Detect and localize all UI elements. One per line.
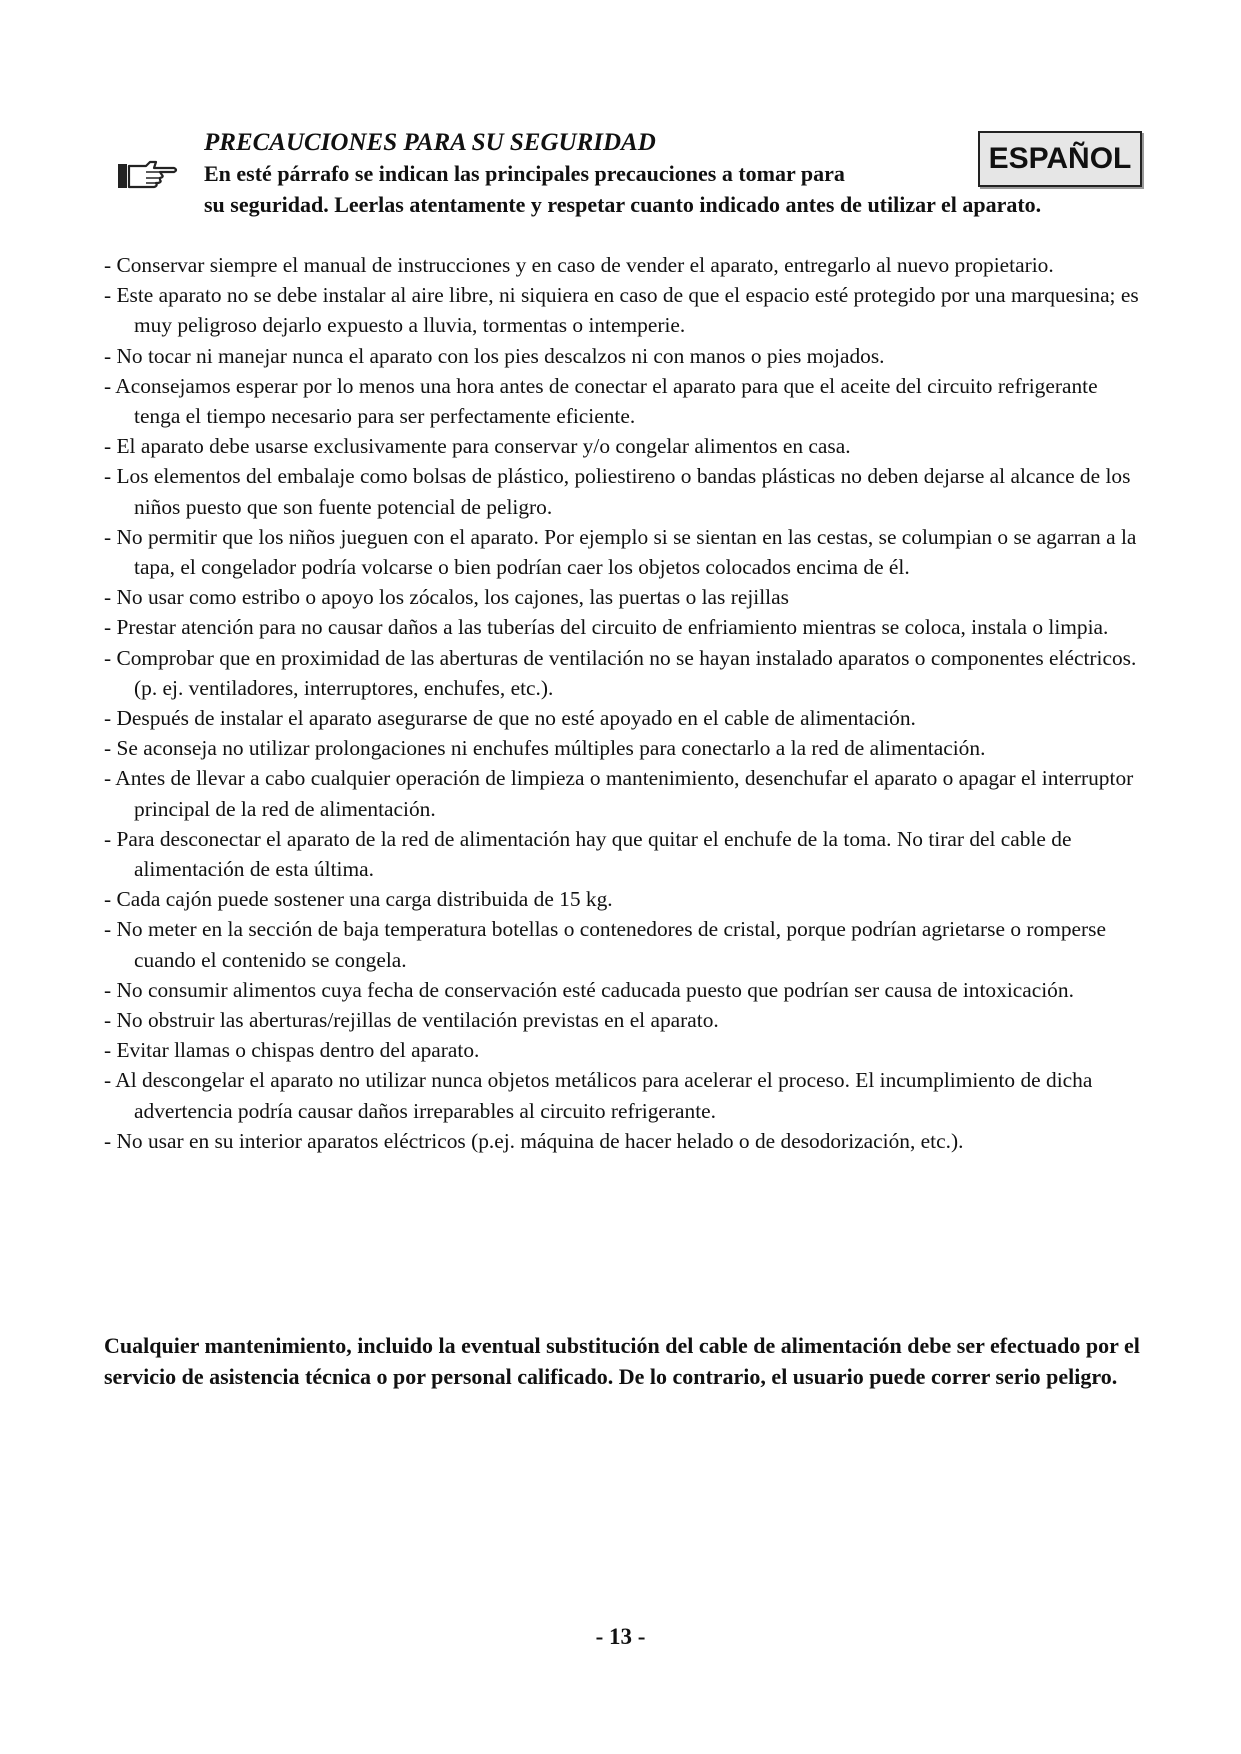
pointing-hand-icon — [116, 158, 180, 192]
list-item: - Se aconseja no utilizar prolongaciones ni enchufes múltiples para conectarlo a la red de alimentación. — [104, 736, 986, 761]
list-item: - Conservar siempre el manual de instrucciones y en caso de vender el aparato, entregarlo al nuevo propietario. — [104, 253, 1054, 277]
list-item: - Para desconectar el aparato de la red de alimentación hay que quitar el enchufe de la toma. No tirar del cable de alimentación de esta última. — [104, 826, 1072, 882]
list-item: - Prestar atención para no causar daños a las tuberías del circuito de enfriamiento mientras se coloca, instala o limpia. — [104, 615, 1109, 640]
list-item: - No consumir alimentos cuya fecha de conservación esté caducada puesto que podrían ser causa de intoxicación. — [104, 977, 1074, 1002]
list-item: - El aparato debe usarse exclusivamente para conservar y/o congelar alimentos en casa. — [104, 434, 851, 459]
list-item: - Este aparato no se debe instalar al aire libre, ni siquiera en caso de que el espacio esté protegido por una marquesina; es muy peligroso dejarlo expuesto a lluvia, tormentas o intemperie. — [104, 283, 1139, 338]
list-item: - No tocar ni manejar nunca el aparato con los pies descalzos ni con manos o pies mojados. — [104, 343, 885, 368]
list-item: - Cada cajón puede sostener una carga distribuida de 15 kg. — [104, 887, 613, 912]
list-item: - No meter en la sección de baja temperatura botellas o contenedores de cristal, porque podrían agrietarse o romperse cuando el contenido se congela. — [104, 917, 1106, 972]
list-item: - Después de instalar el aparato asegurarse de que no esté apoyado en el cable de alimentación. — [104, 706, 916, 731]
language-badge: ESPAÑOL — [978, 131, 1142, 187]
intro-line-2: su seguridad. Leerlas atentamente y respetar cuanto indicado antes de utilizar el aparato. — [204, 192, 1042, 217]
list-item: - Comprobar que en proximidad de las aberturas de ventilación no se hayan instalado aparatos o componentes eléctricos. (p. ej. ventiladores, interruptores, enchufes, etc.). — [104, 645, 1137, 700]
list-item: - Antes de llevar a cabo cualquier operación de limpieza o mantenimiento, desenchufar el aparato o apagar el interruptor principal de la red de alimentación. — [104, 766, 1134, 821]
precautions-list — [104, 250, 1144, 1156]
list-item: - Aconsejamos esperar por lo menos una hora antes de conectar el aparato para que el aceite del circuito refrigerante tenga el tiempo necesario para ser perfectamente eficiente. — [104, 373, 1098, 429]
list-item: - No permitir que los niños jueguen con el aparato. Por ejemplo si se sientan en las cestas, se columpian o se agarran a la tapa, el congelador podría volcarse o bien podrían caer los objetos colocados encima de él. — [104, 524, 1137, 580]
list-item: - Al descongelar el aparato no utilizar nunca objetos metálicos para acelerar el proceso. El incumplimiento de dicha advertencia podría causar daños irreparables al circuito refrigerante. — [104, 1068, 1093, 1123]
list-item: - No usar como estribo o apoyo los zócalos, los cajones, las puertas o las rejillas — [104, 585, 789, 610]
list-item: - No obstruir las aberturas/rejillas de ventilación previstas en el aparato. — [104, 1008, 719, 1033]
list-item: - No usar en su interior aparatos eléctricos (p.ej. máquina de hacer helado o de desodorización, etc.). — [104, 1128, 964, 1153]
list-item: - Evitar llamas o chispas dentro del aparato. — [104, 1038, 480, 1063]
closing-warning: Cualquier mantenimiento, incluido la eventual substitución del cable de alimentación debe ser efectuado por el servicio de asistencia técnica o por personal calificado. De lo contrario, el usuario puede correr serio peligro. — [104, 1333, 1140, 1389]
list-item: - Los elementos del embalaje como bolsas de plástico, poliestireno o bandas plásticas no deben dejarse al alcance de los niños puesto que son fuente potencial de peligro. — [104, 464, 1131, 519]
intro-line-1: En esté párrafo se indican las principales precauciones a tomar para — [204, 161, 845, 186]
page-title: PRECAUCIONES PARA SU SEGURIDAD — [204, 129, 656, 156]
page-number: - 13 - — [595, 1624, 646, 1649]
